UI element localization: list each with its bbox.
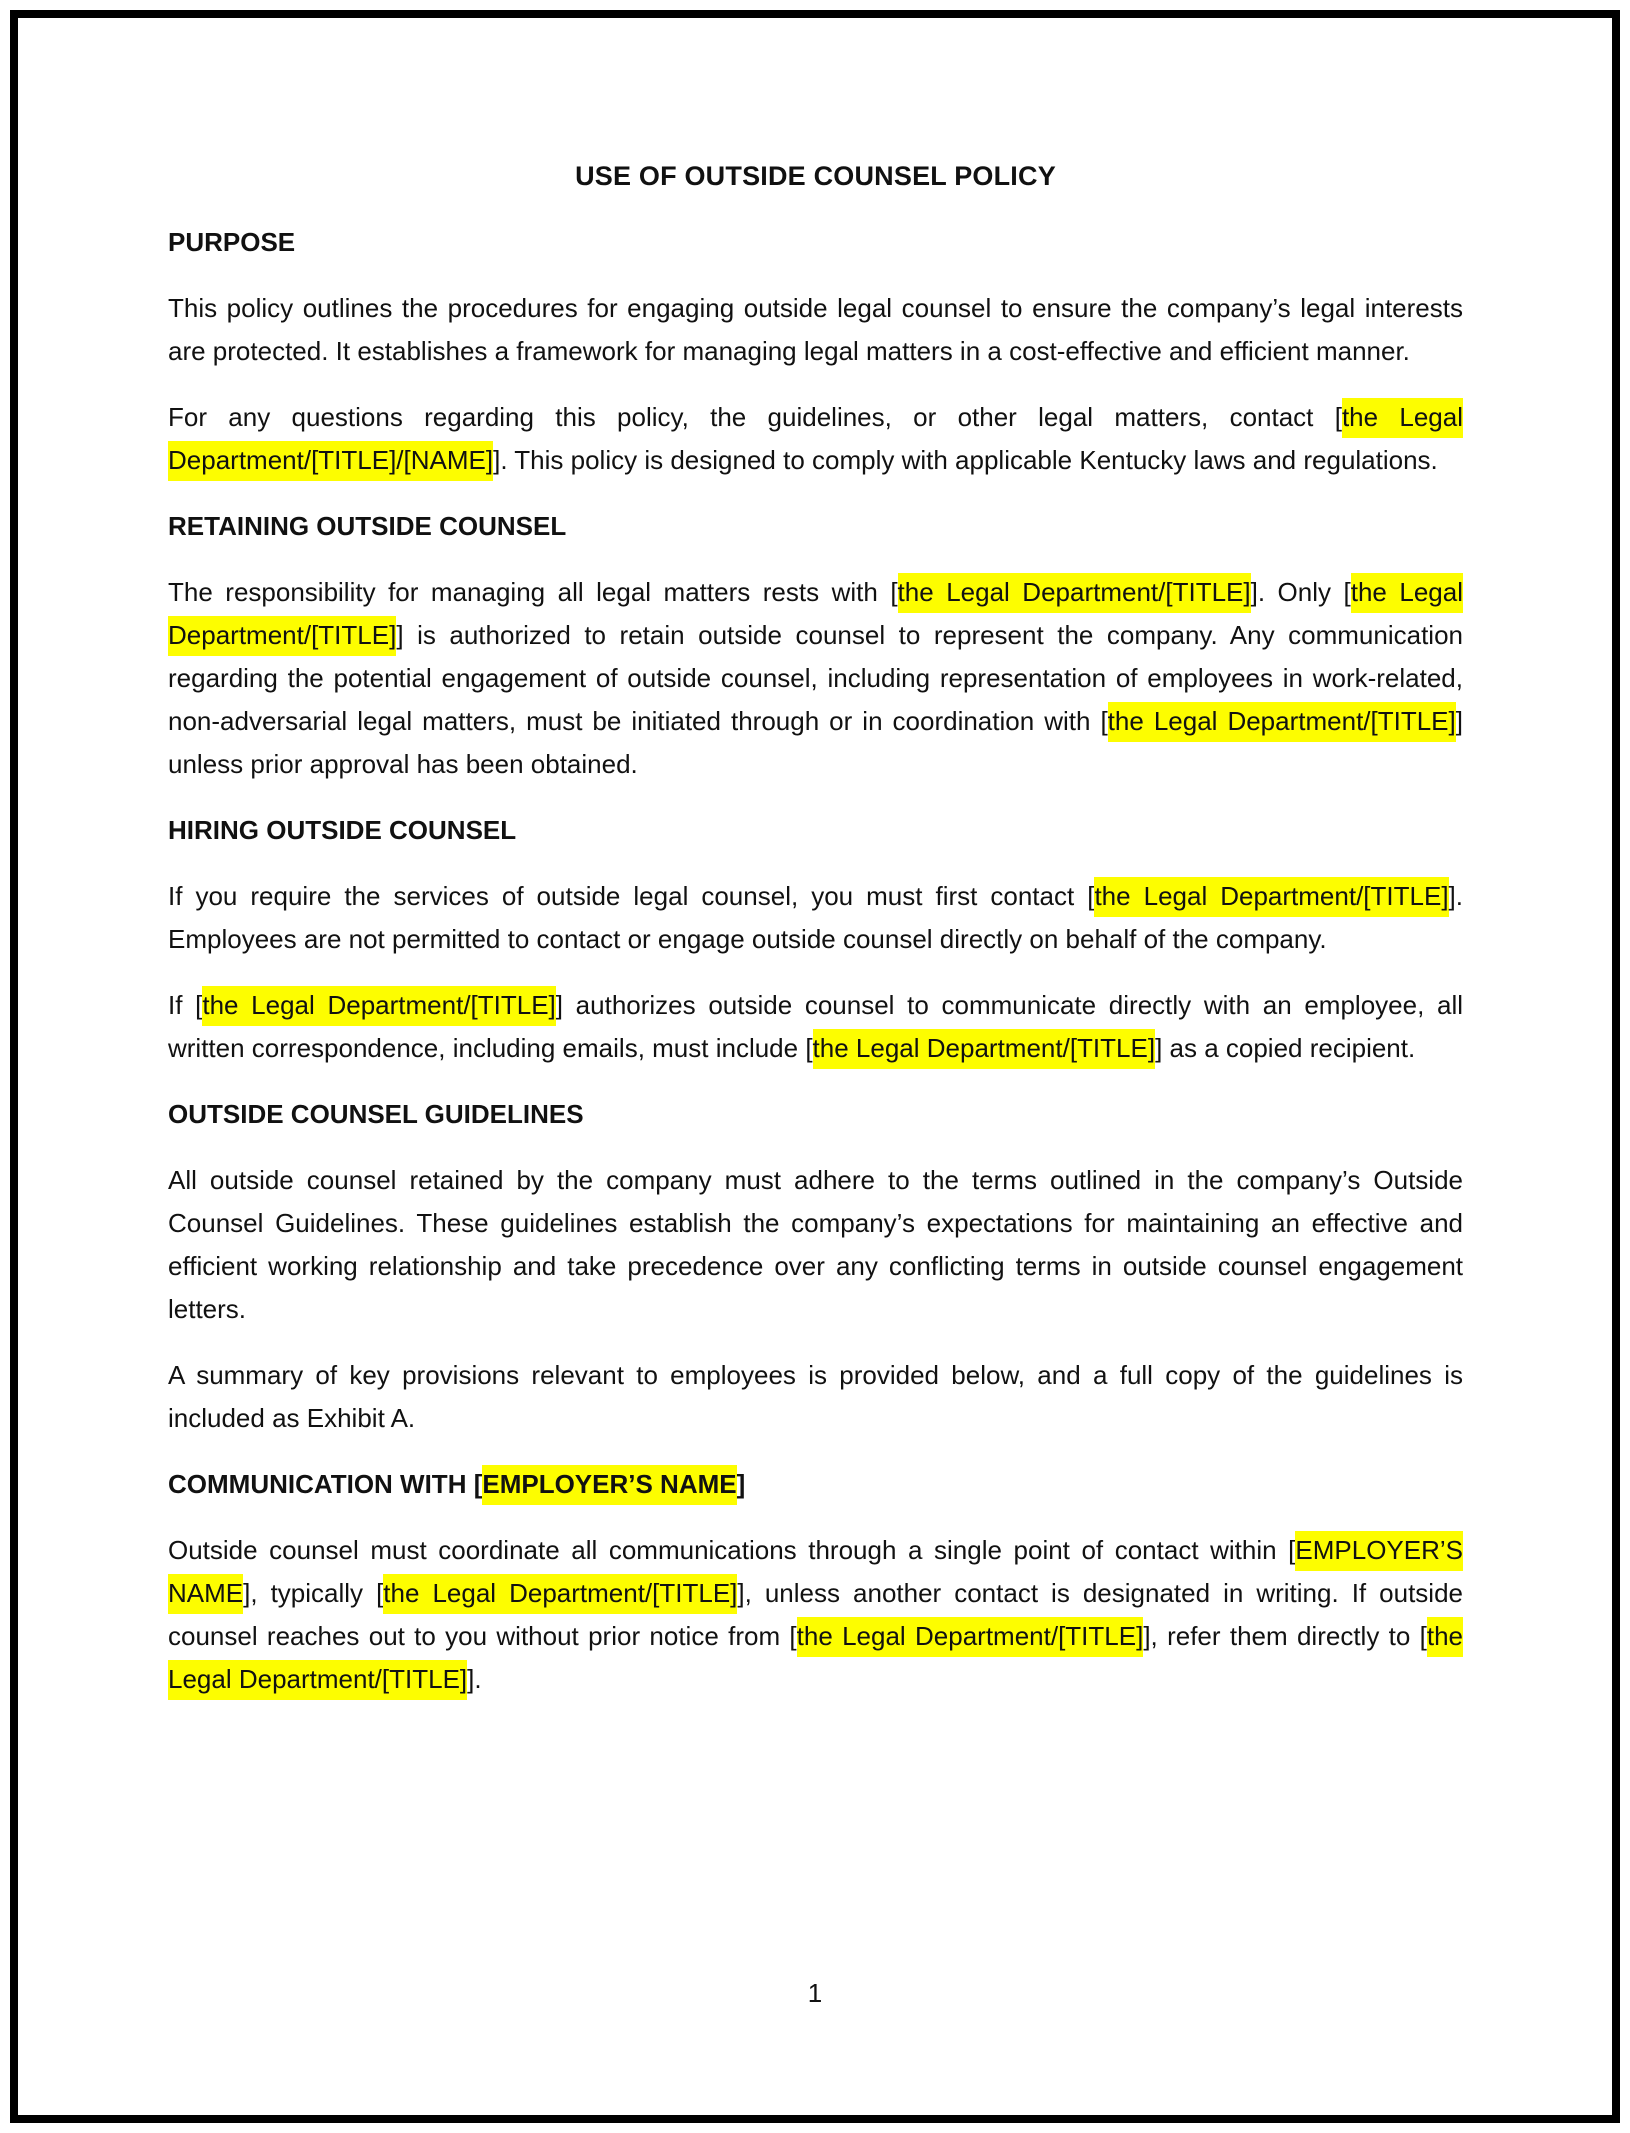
text-run: RETAINING OUTSIDE COUNSEL	[168, 511, 567, 541]
text-run: HIRING OUTSIDE COUNSEL	[168, 815, 517, 845]
text-run: ] authorizes outside counsel to communicate directly with an employee, all written correspondence, including emails, must include [	[168, 990, 1463, 1063]
paragraph	[168, 1529, 1463, 1701]
text-run: ], unless another contact is designated in writing. If outside counsel reaches out to you without prior notice from [	[168, 1578, 1463, 1651]
text-run: A summary of key provisions relevant to employees is provided below, and a full copy of the guidelines is included as Exhibit A.	[168, 1360, 1463, 1433]
text-run: ], typically [	[243, 1578, 384, 1608]
paragraph	[168, 875, 1463, 961]
text-run: ]	[736, 1469, 746, 1499]
text-run: COMMUNICATION WITH [	[168, 1469, 483, 1499]
highlighted-placeholder: EMPLOYER’S NAME	[168, 1531, 1463, 1614]
highlighted-placeholder: the Legal Department/[TITLE]/[NAME]	[168, 398, 1463, 481]
document-body	[168, 221, 1463, 1701]
highlighted-placeholder: the Legal Department/[TITLE]	[813, 1029, 1156, 1069]
text-run: ], refer them directly to [	[1143, 1621, 1427, 1651]
text-run: ]. Only [	[1250, 577, 1351, 607]
text-run: For any questions regarding this policy, the guidelines, or other legal matters, contact [	[168, 402, 1342, 432]
text-run: OUTSIDE COUNSEL GUIDELINES	[168, 1099, 584, 1129]
section-heading	[168, 1093, 1463, 1136]
highlighted-placeholder: the Legal Department/[TITLE]	[168, 573, 1463, 656]
text-run: If you require the services of outside legal counsel, you must first contact [	[168, 881, 1095, 911]
section-heading	[168, 221, 1463, 264]
text-run: ]. This policy is designed to comply with applicable Kentucky laws and regulations.	[493, 445, 1438, 475]
section-heading	[168, 809, 1463, 852]
text-run: ].	[467, 1664, 482, 1694]
text-run: All outside counsel retained by the company must adhere to the terms outlined in the company’s Outside Counsel Guidelines. These guidelines establish the company’s expectations for maintaining an effective and efficient working relationship and take precedence over any conflicting terms in outside counsel engagement letters.	[168, 1165, 1463, 1324]
text-run: Outside counsel must coordinate all communications through a single point of contact within [	[168, 1535, 1296, 1565]
highlighted-placeholder: the Legal Department/[TITLE]	[898, 573, 1251, 613]
paragraph	[168, 571, 1463, 786]
section-heading	[168, 1463, 1463, 1506]
highlighted-placeholder: the Legal Department/[TITLE]	[1108, 702, 1456, 742]
paragraph	[168, 396, 1463, 482]
paragraph	[168, 287, 1463, 373]
text-run: ] is authorized to retain outside counsel to represent the company. Any communication regarding the potential engagement of outside counsel, including representation of employees in work-related, non-adversarial legal matters, must be initiated through or in coordination with [	[168, 620, 1463, 736]
text-run: ] as a copied recipient.	[1155, 1033, 1416, 1063]
highlighted-placeholder: the Legal Department/[TITLE]	[797, 1617, 1144, 1657]
document-content	[168, 155, 1463, 1724]
highlighted-placeholder: the Legal Department/[TITLE]	[168, 1617, 1463, 1700]
highlighted-placeholder: the Legal Department/[TITLE]	[383, 1574, 737, 1614]
paragraph	[168, 1159, 1463, 1331]
paragraph	[168, 984, 1463, 1070]
text-run: This policy outlines the procedures for engaging outside legal counsel to ensure the company’s legal interests are protected. It establishes a framework for managing legal matters in a cost-effective and efficient manner.	[168, 293, 1463, 366]
page-number: 1	[807, 1978, 823, 2008]
text-run: The responsibility for managing all legal matters rests with [	[168, 577, 898, 607]
text-run: PURPOSE	[168, 227, 296, 257]
highlighted-placeholder: the Legal Department/[TITLE]	[1094, 877, 1448, 917]
text-run: ]. Employees are not permitted to contact or engage outside counsel directly on behalf of the company.	[168, 881, 1463, 954]
text-run: If [	[168, 990, 203, 1020]
highlighted-placeholder: EMPLOYER’S NAME	[482, 1465, 736, 1505]
text-run: ] unless prior approval has been obtained.	[168, 706, 1463, 779]
section-heading	[168, 505, 1463, 548]
highlighted-placeholder: the Legal Department/[TITLE]	[202, 986, 555, 1026]
document-title: USE OF OUTSIDE COUNSEL POLICY	[575, 161, 1056, 191]
paragraph	[168, 1354, 1463, 1440]
